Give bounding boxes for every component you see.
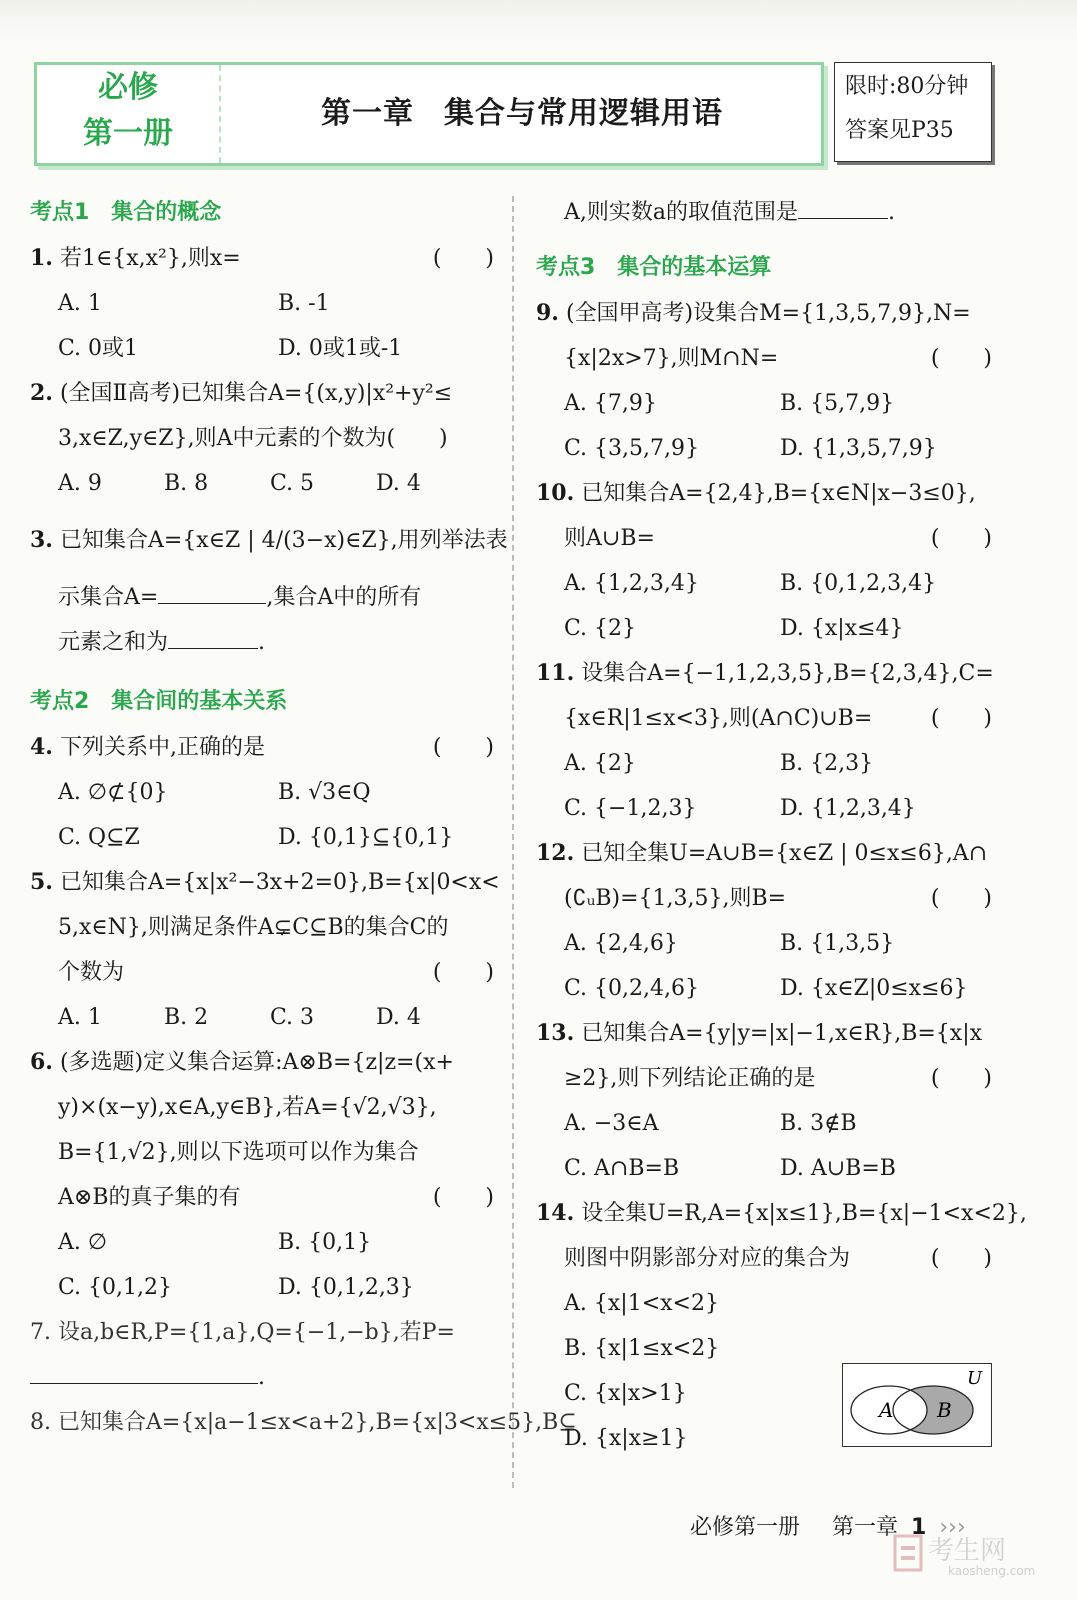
question-number: 14. (536, 1200, 575, 1226)
question-line-1: 已知集合A={2,4},B={x∈N|x−3≤0}, (581, 481, 976, 506)
answer-reference: 答案见P35 (845, 118, 954, 143)
question-number: 3. (30, 527, 53, 553)
watermark-name: 考生网 (928, 1536, 1007, 1566)
options-q13-row2 (536, 1146, 996, 1191)
question-6 (30, 1040, 498, 1085)
option-c: C. {0,2,4,6} (564, 976, 699, 1001)
time-limit: 限时:80分钟 (845, 74, 969, 99)
question-6-line-4 (30, 1175, 498, 1220)
option-a: A. {2} (564, 751, 636, 776)
option-a: A. 1 (58, 1005, 102, 1030)
option-b: B. {0,1,2,3,4} (780, 571, 937, 596)
question-5-line-2: 5,x∈N},则满足条件A⊊C⊆B的集合C的 (58, 915, 449, 940)
question-line-1: (多选题)定义集合运算:A⊗B={z|z=(x+ (59, 1050, 454, 1075)
question-7-line-2 (30, 1355, 498, 1400)
option-b: B. {2,3} (780, 751, 874, 776)
question-9-line-2 (536, 336, 996, 381)
question-2 (30, 371, 498, 416)
book-line-1: 必修 (98, 70, 158, 105)
option-a: A. 9 (58, 471, 102, 496)
label-a: A (879, 1398, 894, 1422)
option-b: B. 3∉B (780, 1111, 857, 1136)
text: . (258, 630, 266, 655)
options-q11 (536, 741, 996, 786)
question-line-1: 已知全集U=A∪B={x∈Z | 0≤x≤6},A∩ (581, 841, 988, 866)
option-c: C. {x|x>1} (564, 1381, 687, 1406)
question-line-1: (全国Ⅱ高考)已知集合A={(x,y)|x²+y²≤ (59, 381, 453, 406)
options-q11-row2 (536, 786, 996, 831)
question-12-line-2 (536, 876, 996, 921)
option-b: B. {1,3,5} (780, 931, 895, 956)
label-b: B (937, 1398, 952, 1422)
text: 则图中阴影部分对应的集合为 (564, 1246, 851, 1271)
chapter-header (34, 62, 824, 166)
watermark-url: kaosheng.com (948, 1564, 1036, 1578)
option-d: D. {x∈Z|0≤x≤6} (780, 976, 968, 1001)
options-q6-row2 (30, 1265, 498, 1310)
question-number: 5. (30, 869, 53, 895)
option-d: D. {0,1}⊆{0,1} (278, 825, 454, 850)
option-c: C. 5 (270, 471, 315, 496)
option-c: C. {3,5,7,9} (564, 436, 699, 461)
answer-paren: ( ) (930, 886, 992, 911)
option-c: C. {0,1,2} (58, 1275, 173, 1300)
watermark-logo-icon (893, 1532, 923, 1574)
option-d: D. {0,1,2,3} (278, 1275, 414, 1300)
options-q12 (536, 921, 996, 966)
option-d: D. 4 (376, 1005, 421, 1030)
question-12 (536, 831, 996, 876)
option-b: B. 2 (164, 1005, 209, 1030)
option-a: A. {2,4,6} (564, 931, 678, 956)
question-14 (536, 1191, 1027, 1236)
options-q9-row2 (536, 426, 996, 471)
question-4 (30, 725, 498, 770)
answer-paren: ( ) (432, 960, 494, 985)
question-line-1: 已知集合A={x∈Z | 4/(3−x)∈Z},用列举法表 (59, 528, 508, 553)
question-13 (536, 1011, 996, 1056)
option-b: B. 8 (164, 471, 209, 496)
question-11-line-2 (536, 696, 996, 741)
right-column (536, 190, 1027, 1461)
question-8: 8. 已知集合A={x|a−1≤x<a+2},B={x|3<x≤5},B⊆ (30, 1410, 577, 1435)
venn-figure (843, 1364, 991, 1446)
options-q13 (536, 1101, 996, 1146)
question-5 (30, 860, 498, 905)
answer-paren: ( ) (930, 346, 992, 371)
text: 个数为 (58, 960, 125, 985)
options-q4-row2 (30, 815, 498, 860)
question-1 (30, 236, 498, 281)
option-b: B. {x|1≤x<2} (564, 1336, 720, 1361)
option-d: D. {1,3,5,7,9} (780, 436, 937, 461)
option-b: B. -1 (278, 291, 330, 316)
text: {x∈R|1≤x<3},则(A∩C)∪B= (564, 706, 873, 731)
option-a: A. −3∈A (564, 1111, 659, 1136)
option-c: C. Q⊆Z (58, 825, 140, 850)
question-number: 11. (536, 660, 575, 686)
text: A,则实数a的取值范围是 (564, 200, 798, 225)
book-line-2: 第一册 (83, 116, 173, 151)
answer-paren: ( ) (930, 1066, 992, 1091)
question-line-1: 已知集合A={y|y=|x|−1,x∈R},B={x|x (581, 1021, 983, 1046)
answer-paren: ( ) (930, 526, 992, 551)
option-d: D. 0或1或-1 (278, 336, 403, 361)
chevron-right-icon: ››› (939, 1515, 966, 1540)
option-b: B. {5,7,9} (780, 391, 895, 416)
chapter-title (227, 65, 817, 163)
option-a: A. 1 (58, 291, 102, 316)
info-box (834, 62, 992, 162)
venn-diagram (842, 1363, 992, 1447)
question-10-line-2 (536, 516, 996, 561)
question-5-line-3 (30, 950, 498, 995)
options-q10 (536, 561, 996, 606)
label-u: U (967, 1368, 983, 1389)
question-2-line-2: 3,x∈Z,y∈Z},则A中元素的个数为( ) (58, 426, 448, 451)
text: 示集合A= (58, 585, 159, 610)
answer-paren: ( ) (432, 1185, 494, 1210)
question-3-line-3 (30, 620, 498, 665)
question-line-1: 设集合A={−1,1,2,3,5},B={2,3,4},C= (581, 661, 994, 686)
option-d: D. 4 (376, 471, 421, 496)
option-d: D. {x|x≤4} (780, 616, 904, 641)
option-d: D. {1,2,3,4} (780, 796, 916, 821)
book-label (37, 65, 221, 163)
fill-blank[interactable] (168, 626, 258, 649)
option-c: C. 3 (270, 1005, 315, 1030)
question-7: 7. 设a,b∈R,P={1,a},Q={−1,−b},若P= (30, 1320, 455, 1345)
question-3-line-2 (30, 575, 498, 620)
chapter-number: 第一章 (321, 96, 414, 131)
text: . (888, 200, 895, 225)
question-8-continued (536, 190, 996, 235)
options-q1-row2 (30, 326, 498, 371)
option-c: C. A∩B=B (564, 1156, 680, 1181)
option-c: C. 0或1 (58, 336, 139, 361)
question-stem: 下列关系中,正确的是 (59, 735, 265, 760)
text: . (258, 1365, 265, 1390)
footer-chapter: 第一章 (832, 1515, 899, 1540)
option-a: A. ∅ (58, 1230, 108, 1255)
text: 元素之和为 (58, 630, 169, 655)
options-q2 (30, 461, 498, 506)
option-a: A. {1,2,3,4} (564, 571, 699, 596)
question-number: 9. (536, 300, 559, 326)
fill-blank[interactable] (158, 581, 266, 604)
option-c: C. {2} (564, 616, 637, 641)
question-10 (536, 471, 996, 516)
question-number: 6. (30, 1049, 53, 1075)
question-line-1: 已知集合A={x|x²−3x+2=0},B={x|0<x< (59, 870, 500, 895)
question-number: 1. (30, 245, 53, 271)
question-stem: 若1∈{x,x²},则x= (59, 246, 241, 271)
answer-paren: ( ) (930, 706, 992, 731)
question-number: 12. (536, 840, 575, 866)
question-13-line-2 (536, 1056, 996, 1101)
options-q1 (30, 281, 498, 326)
option-a: A. {7,9} (564, 391, 657, 416)
options-q12-row2 (536, 966, 996, 1011)
chapter-name: 集合与常用逻辑用语 (444, 96, 723, 131)
question-9 (536, 291, 996, 336)
question-line-1: 设全集U=R,A={x|x≤1},B={x|−1<x<2}, (581, 1201, 1027, 1226)
options-q6 (30, 1220, 498, 1265)
options-q4 (30, 770, 498, 815)
question-3 (30, 506, 508, 575)
question-6-line-3: B={1,√2},则以下选项可以作为集合 (58, 1140, 419, 1165)
text: A⊗B的真子集的有 (58, 1185, 241, 1210)
fill-blank[interactable] (30, 1361, 258, 1384)
section-heading-1: 考点1 集合的概念 (30, 200, 222, 225)
page-number: 1 (911, 1515, 927, 1540)
text: 则A∪B= (564, 526, 655, 551)
question-11 (536, 651, 996, 696)
question-14-line-2 (536, 1236, 996, 1281)
answer-paren: ( ) (930, 1246, 992, 1271)
question-6-line-2: y)×(x−y),x∈A,y∈B},若A={√2,√3}, (58, 1095, 437, 1120)
question-number: 4. (30, 734, 53, 760)
text: ,集合A中的所有 (266, 585, 422, 610)
option-b: B. √3∈Q (278, 780, 371, 805)
option-d: D. {x|x≥1} (564, 1426, 688, 1451)
option-b: B. {0,1} (278, 1230, 372, 1255)
option-a: A. ∅⊄{0} (58, 780, 168, 805)
option-a: A. {x|1<x<2} (564, 1291, 719, 1316)
answer-paren: ( ) (432, 735, 494, 760)
footer-book: 必修第一册 (690, 1515, 801, 1540)
page-footer (690, 1510, 966, 1541)
column-divider (512, 196, 514, 1488)
options-q10-row2 (536, 606, 996, 651)
text: {x|2x>7},则M∩N= (564, 346, 779, 371)
question-number: 13. (536, 1020, 575, 1046)
section-heading-2: 考点2 集合间的基本关系 (30, 689, 288, 714)
options-q5 (30, 995, 498, 1040)
option-c: C. {−1,2,3} (564, 796, 697, 821)
option-d: D. A∪B=B (780, 1156, 896, 1181)
question-line-1: (全国甲高考)设集合M={1,3,5,7,9},N= (565, 301, 971, 326)
answer-paren: ( ) (432, 246, 494, 271)
fill-blank[interactable] (798, 196, 888, 219)
question-number: 10. (536, 480, 575, 506)
options-q9 (536, 381, 996, 426)
question-number: 2. (30, 380, 53, 406)
section-heading-3: 考点3 集合的基本运算 (536, 255, 772, 280)
text: ≥2},则下列结论正确的是 (564, 1066, 816, 1091)
text: (∁ᵤB)={1,3,5},则B= (564, 886, 787, 911)
